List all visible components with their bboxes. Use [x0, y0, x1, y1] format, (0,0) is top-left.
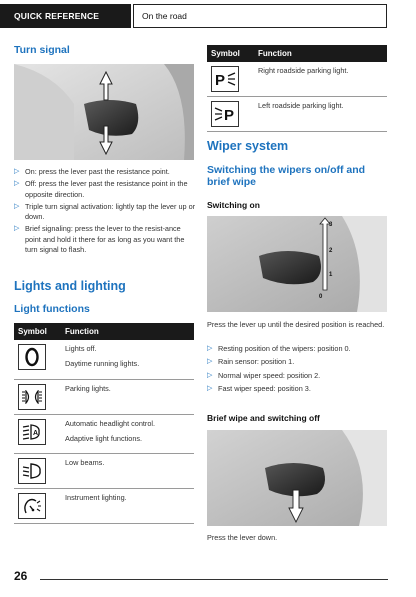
zero-icon [18, 344, 46, 370]
function-column-header: Function [65, 327, 99, 336]
wiper-position-label: 1 [329, 272, 333, 278]
parking-lights-icon [18, 384, 46, 410]
switching-on-heading: Switching on [207, 200, 260, 210]
wiper-intro-text: Press the lever up until the desired position is reached. [207, 320, 385, 329]
symbol-column-header: Symbol [211, 49, 240, 58]
list-item: ▷ Resting position of the wipers: position 0. [207, 344, 351, 353]
list-item: ▷ Brief signaling: press the lever to the resist-ance point and hold it there for as long as you want the turn signal to flash. [14, 224, 185, 255]
lights-heading: Lights and lighting [14, 279, 126, 293]
footer-rule [40, 579, 388, 580]
wiper-position-bullets [207, 344, 387, 397]
table-row: Parking lights. [14, 379, 194, 414]
list-item: ▷ Off: press the lever past the resistance point in the opposite direction. [14, 179, 188, 199]
triangle-bullet-icon: ▷ [14, 225, 20, 233]
light-functions-table [14, 323, 194, 524]
svg-text:A: A [33, 429, 39, 437]
function-column-header: Function [258, 49, 292, 58]
wiper-position-label: 2 [329, 248, 333, 254]
triangle-bullet-icon: ▷ [207, 345, 213, 352]
section-tab: QUICK REFERENCE [0, 4, 131, 28]
turn-signal-lever-photo [14, 64, 194, 160]
list-item: ▷ Fast wiper speed: position 3. [207, 383, 311, 393]
page-number: 26 [14, 569, 28, 583]
low-beam-icon [18, 458, 46, 484]
turn-signal-heading: Turn signal [14, 44, 70, 56]
table-row: P Left roadside parking light. [207, 97, 387, 132]
table-row: P Right roadside parking light. [207, 62, 387, 97]
wiper-lever-down-photo [207, 430, 387, 526]
table-row: Instrument lighting. [14, 489, 194, 524]
list-item: ▷ Triple turn signal activation: lightly tap the lever up or down. [14, 201, 196, 222]
triangle-bullet-icon: ▷ [14, 168, 20, 175]
wiper-switching-heading: Switching the wipers on/off and brief wipe [207, 164, 366, 188]
svg-text:P: P [215, 72, 226, 88]
list-item: ▷ Normal wiper speed: position 2. [207, 370, 321, 380]
table-row: A Automatic headlight control. Adaptive light functions. [14, 414, 194, 454]
triangle-bullet-icon: ▷ [14, 180, 20, 188]
turn-signal-lever-illustration [14, 64, 194, 160]
wiper-position-label: 0 [319, 294, 323, 300]
wiper-lever-up-photo [207, 216, 387, 312]
svg-text:P: P [224, 107, 235, 123]
table-row: Low beams. [14, 454, 194, 489]
chapter-title: On the road [133, 4, 387, 28]
wiper-position-label: 3 [329, 222, 333, 228]
triangle-bullet-icon: ▷ [207, 384, 213, 392]
brief-wipe-heading: Brief wipe and switching off [207, 413, 320, 423]
parking-light-table [207, 45, 387, 132]
triangle-bullet-icon: ▷ [207, 358, 213, 366]
list-item: ▷ On: press the lever past the resistance point. [14, 167, 170, 176]
triangle-bullet-icon: ▷ [207, 371, 213, 379]
wiper-system-heading: Wiper system [207, 139, 289, 153]
turn-signal-bullets [14, 167, 196, 257]
triangle-bullet-icon: ▷ [14, 202, 20, 210]
left-parking-light-icon [211, 101, 239, 127]
wiper-lever-down-illustration [207, 430, 387, 526]
light-functions-heading: Light functions [14, 303, 90, 315]
table-header-row [14, 323, 194, 340]
instrument-lighting-icon [18, 493, 46, 519]
symbol-column-header: Symbol [18, 327, 47, 336]
table-header-row [207, 45, 387, 62]
table-row: Lights off. Daytime running lights. [14, 340, 194, 379]
brief-wipe-text: Press the lever down. [207, 533, 278, 542]
wiper-lever-up-illustration [207, 216, 387, 312]
right-parking-light-icon [211, 66, 239, 92]
auto-headlight-icon [18, 419, 46, 445]
list-item: ▷ Rain sensor: position 1. [207, 357, 295, 367]
